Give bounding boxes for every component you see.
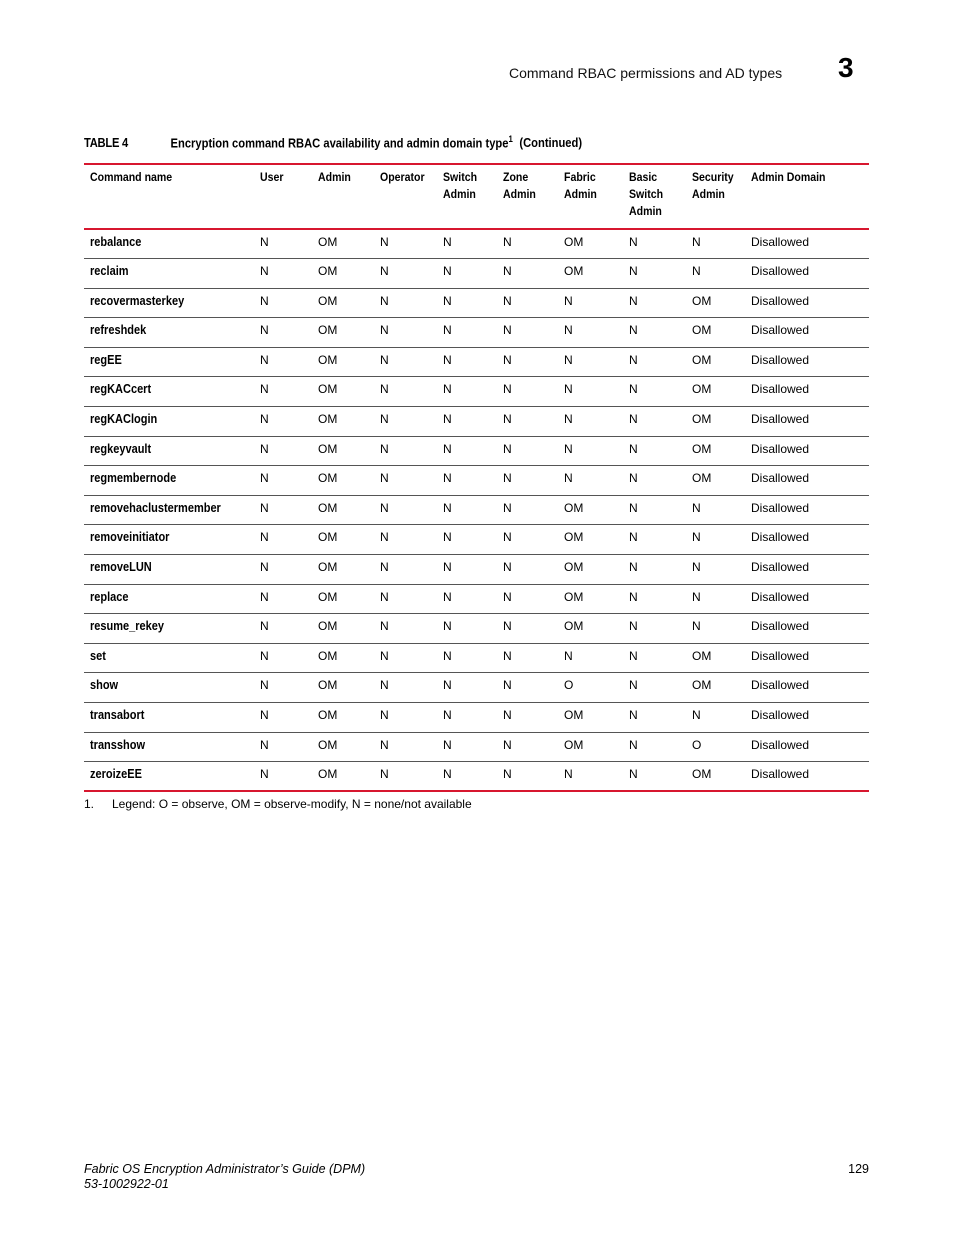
permission-cell: N xyxy=(260,441,269,456)
permission-cell: N xyxy=(380,293,389,308)
column-header-label: Switch xyxy=(629,187,664,201)
permission-cell: N xyxy=(380,382,389,397)
table-row xyxy=(84,614,869,644)
permission-cell: N xyxy=(503,678,512,693)
permission-cell: OM xyxy=(318,352,338,367)
permission-cell: N xyxy=(629,500,638,515)
permission-cell: N xyxy=(503,471,512,486)
permission-cell: N xyxy=(692,589,701,604)
command-name-cell xyxy=(84,318,254,348)
command-name: rebalance xyxy=(90,235,142,249)
permission-cell: OM xyxy=(318,619,338,634)
footer-doc-title: Fabric OS Encryption Administrator’s Guide (DPM) xyxy=(84,1162,366,1176)
permission-cell: N xyxy=(629,589,638,604)
permission-cell: O xyxy=(692,737,702,752)
permission-cell: N xyxy=(260,471,269,486)
permission-cell: N xyxy=(629,293,638,308)
permission-cell: OM xyxy=(318,737,338,752)
permission-cell: N xyxy=(629,352,638,367)
permission-cell: N xyxy=(260,648,269,663)
column-header-label: Admin Domain xyxy=(751,170,826,184)
permission-cell: N xyxy=(503,235,512,249)
permission-cell: N xyxy=(503,323,512,338)
column-header-label: Admin xyxy=(503,187,536,201)
permission-cell: N xyxy=(629,678,638,693)
permission-cell: OM xyxy=(692,767,712,782)
permission-cell: Disallowed xyxy=(751,352,810,367)
permission-cell: N xyxy=(443,264,452,279)
table-row xyxy=(84,762,869,792)
permission-cell: N xyxy=(260,382,269,397)
permission-cell: Disallowed xyxy=(751,382,810,397)
permission-cell: N xyxy=(503,708,512,722)
permission-cell: O xyxy=(564,678,574,693)
permission-cell: N xyxy=(443,678,452,693)
permission-cell: OM xyxy=(318,500,338,515)
permission-cell: N xyxy=(380,530,389,545)
permission-cell: N xyxy=(380,648,389,663)
permission-cell: N xyxy=(503,648,512,663)
command-name-cell xyxy=(84,407,254,437)
permission-cell: OM xyxy=(564,530,584,545)
permission-cell: Disallowed xyxy=(751,235,810,249)
table-row xyxy=(84,466,869,496)
table-row xyxy=(84,229,869,259)
table-row xyxy=(84,407,869,437)
command-name-cell xyxy=(84,732,254,762)
permission-cell: N xyxy=(260,619,269,634)
column-header-label: Switch xyxy=(443,170,478,184)
permission-cell: OM xyxy=(564,560,584,575)
permission-cell: OM xyxy=(692,412,712,427)
permission-cell: N xyxy=(692,530,701,545)
command-name-cell xyxy=(84,347,254,377)
permission-cell: N xyxy=(503,352,512,367)
permission-cell: N xyxy=(443,352,452,367)
permission-cell: OM xyxy=(318,412,338,427)
permission-cell: N xyxy=(260,264,269,279)
permission-cell: N xyxy=(503,619,512,634)
permission-cell: OM xyxy=(318,382,338,397)
command-name-cell xyxy=(84,377,254,407)
table-row xyxy=(84,288,869,318)
column-header xyxy=(745,164,869,229)
permission-cell: N xyxy=(260,560,269,575)
permission-cell: N xyxy=(380,471,389,486)
permission-cell: N xyxy=(503,530,512,545)
permission-cell: N xyxy=(503,500,512,515)
table-caption xyxy=(84,134,582,150)
command-name: set xyxy=(90,648,106,663)
permission-cell: Disallowed xyxy=(751,678,810,693)
command-name: regEE xyxy=(90,352,122,367)
command-name: zeroizeEE xyxy=(90,767,142,782)
permission-cell: N xyxy=(692,619,701,634)
permission-cell: N xyxy=(380,323,389,338)
column-header-label: Fabric xyxy=(564,170,596,184)
command-name-cell xyxy=(84,703,254,733)
table-row xyxy=(84,584,869,614)
command-name-cell xyxy=(84,229,254,259)
column-header-label: Admin xyxy=(692,187,725,201)
table-row xyxy=(84,259,869,289)
permission-cell: N xyxy=(503,737,512,752)
column-header-label: Basic xyxy=(629,170,658,184)
permission-cell: OM xyxy=(318,441,338,456)
permission-cell: N xyxy=(380,264,389,279)
permission-cell: OM xyxy=(564,264,584,279)
permission-cell: N xyxy=(629,264,638,279)
column-header xyxy=(254,164,312,229)
permission-cell: Disallowed xyxy=(751,589,810,604)
rbac-table xyxy=(84,163,869,792)
permission-cell: N xyxy=(564,441,573,456)
permission-cell: N xyxy=(629,530,638,545)
page-number: 129 xyxy=(848,1162,869,1176)
command-name: resume_rekey xyxy=(90,619,165,634)
permission-cell: N xyxy=(443,412,452,427)
permission-cell: N xyxy=(443,708,452,722)
permission-cell: Disallowed xyxy=(751,767,810,782)
permission-cell: Disallowed xyxy=(751,412,810,427)
permission-cell: OM xyxy=(692,678,712,693)
command-name: regkeyvault xyxy=(90,441,152,456)
permission-cell: OM xyxy=(318,530,338,545)
column-header xyxy=(437,164,497,229)
command-name: removeLUN xyxy=(90,560,152,575)
permission-cell: OM xyxy=(564,708,584,722)
permission-cell: OM xyxy=(318,767,338,782)
command-name-cell xyxy=(84,525,254,555)
permission-cell: N xyxy=(260,352,269,367)
permission-cell: Disallowed xyxy=(751,737,810,752)
table-row xyxy=(84,347,869,377)
permission-cell: Disallowed xyxy=(751,708,810,722)
permission-cell: N xyxy=(443,648,452,663)
table-row xyxy=(84,525,869,555)
permission-cell: OM xyxy=(692,648,712,663)
permission-cell: N xyxy=(443,235,452,249)
permission-cell: N xyxy=(629,412,638,427)
permission-cell: N xyxy=(629,560,638,575)
permission-cell: OM xyxy=(564,619,584,634)
permission-cell: OM xyxy=(318,678,338,693)
permission-cell: OM xyxy=(564,589,584,604)
column-header xyxy=(497,164,558,229)
permission-cell: N xyxy=(380,708,389,722)
column-header xyxy=(312,164,374,229)
table-row xyxy=(84,703,869,733)
column-header xyxy=(84,164,254,229)
permission-cell: Disallowed xyxy=(751,264,810,279)
command-name-cell xyxy=(84,643,254,673)
permission-cell: N xyxy=(503,264,512,279)
permission-cell: Disallowed xyxy=(751,619,810,634)
permission-cell: N xyxy=(629,471,638,486)
permission-cell: OM xyxy=(692,323,712,338)
permission-cell: N xyxy=(380,412,389,427)
command-name: transabort xyxy=(90,708,145,722)
table-row xyxy=(84,673,869,703)
permission-cell: N xyxy=(564,382,573,397)
permission-cell: OM xyxy=(318,589,338,604)
footer-doc-info xyxy=(84,1162,365,1192)
command-name-cell xyxy=(84,673,254,703)
column-header-label: Admin xyxy=(318,170,351,184)
permission-cell: N xyxy=(564,648,573,663)
permission-cell: N xyxy=(692,264,701,279)
permission-cell: N xyxy=(503,382,512,397)
permission-cell: N xyxy=(564,323,573,338)
permission-cell: OM xyxy=(692,471,712,486)
permission-cell: OM xyxy=(318,293,338,308)
permission-cell: N xyxy=(380,737,389,752)
column-header-label: Admin xyxy=(629,204,662,218)
column-header-label: Admin xyxy=(443,187,476,201)
permission-cell: N xyxy=(503,767,512,782)
permission-cell: N xyxy=(260,412,269,427)
footer-doc-number: 53-1002922-01 xyxy=(84,1177,169,1191)
permission-cell: N xyxy=(260,500,269,515)
column-header-label: Operator xyxy=(380,170,425,184)
command-name-cell xyxy=(84,259,254,289)
permission-cell: Disallowed xyxy=(751,530,810,545)
permission-cell: N xyxy=(629,737,638,752)
permission-cell: Disallowed xyxy=(751,471,810,486)
permission-cell: N xyxy=(629,708,638,722)
caption-footnote-ref: 1 xyxy=(508,134,513,144)
footnote-number: 1. xyxy=(84,797,95,811)
permission-cell: OM xyxy=(318,708,338,722)
permission-cell: N xyxy=(443,293,452,308)
command-name-cell xyxy=(84,614,254,644)
permission-cell: N xyxy=(380,352,389,367)
table-row xyxy=(84,495,869,525)
command-name: show xyxy=(90,678,119,693)
permission-cell: N xyxy=(443,382,452,397)
permission-cell: N xyxy=(380,560,389,575)
command-name-cell xyxy=(84,555,254,585)
permission-cell: N xyxy=(503,293,512,308)
caption-suffix: (Continued) xyxy=(519,135,583,151)
permission-cell: N xyxy=(692,235,701,249)
table-label: TABLE 4 xyxy=(84,135,128,151)
permission-cell: Disallowed xyxy=(751,648,810,663)
permission-cell: N xyxy=(629,619,638,634)
running-header-title: Command RBAC permissions and AD types xyxy=(509,65,783,81)
permission-cell: N xyxy=(692,560,701,575)
permission-cell: N xyxy=(443,530,452,545)
permission-cell: N xyxy=(692,708,701,722)
permission-cell: OM xyxy=(692,441,712,456)
permission-cell: Disallowed xyxy=(751,293,810,308)
column-header-label: Command name xyxy=(90,170,173,184)
command-name-cell xyxy=(84,288,254,318)
command-name: reclaim xyxy=(90,264,129,279)
column-header-label: User xyxy=(260,170,284,184)
permission-cell: N xyxy=(260,323,269,338)
permission-cell: N xyxy=(629,235,638,249)
permission-cell: Disallowed xyxy=(751,560,810,575)
command-name: transshow xyxy=(90,737,146,752)
permission-cell: OM xyxy=(692,382,712,397)
permission-cell: N xyxy=(443,441,452,456)
permission-cell: N xyxy=(443,737,452,752)
permission-cell: N xyxy=(260,767,269,782)
permission-cell: N xyxy=(503,412,512,427)
command-name-cell xyxy=(84,584,254,614)
permission-cell: N xyxy=(380,589,389,604)
permission-cell: N xyxy=(260,678,269,693)
permission-cell: OM xyxy=(318,471,338,486)
permission-cell: Disallowed xyxy=(751,441,810,456)
command-name: removehaclustermember xyxy=(90,500,221,515)
permission-cell: N xyxy=(380,441,389,456)
command-name: regKACcert xyxy=(90,382,152,397)
permission-cell: N xyxy=(260,293,269,308)
permission-cell: N xyxy=(260,737,269,752)
column-header-label: Admin xyxy=(564,187,597,201)
column-header xyxy=(623,164,686,229)
permission-cell: N xyxy=(260,530,269,545)
permission-cell: N xyxy=(443,471,452,486)
command-name-cell xyxy=(84,762,254,792)
permission-cell: OM xyxy=(564,500,584,515)
permission-cell: N xyxy=(564,293,573,308)
permission-cell: N xyxy=(443,589,452,604)
permission-cell: N xyxy=(692,500,701,515)
command-name-cell xyxy=(84,495,254,525)
command-name: regKAClogin xyxy=(90,412,158,427)
table-row xyxy=(84,377,869,407)
permission-cell: N xyxy=(629,767,638,782)
table-caption-text: Encryption command RBAC availability and admin domain type xyxy=(170,135,509,151)
permission-cell: Disallowed xyxy=(751,500,810,515)
permission-cell: N xyxy=(443,500,452,515)
permission-cell: N xyxy=(260,708,269,722)
table-row xyxy=(84,555,869,585)
permission-cell: N xyxy=(443,560,452,575)
permission-cell: N xyxy=(260,235,269,249)
permission-cell: N xyxy=(503,441,512,456)
permission-cell: N xyxy=(503,589,512,604)
table-row xyxy=(84,643,869,673)
permission-cell: N xyxy=(564,352,573,367)
footnote-text: Legend: O = observe, OM = observe-modify, N = none/not available xyxy=(112,797,472,811)
permission-cell: N xyxy=(629,382,638,397)
command-name: refreshdek xyxy=(90,323,147,338)
column-header-label: Security xyxy=(692,170,734,184)
command-name-cell xyxy=(84,466,254,496)
permission-cell: N xyxy=(380,500,389,515)
permission-cell: N xyxy=(564,471,573,486)
permission-cell: OM xyxy=(318,648,338,663)
permission-cell: N xyxy=(443,323,452,338)
column-header xyxy=(374,164,437,229)
permission-cell: OM xyxy=(318,235,338,249)
permission-cell: N xyxy=(629,323,638,338)
permission-cell: N xyxy=(380,678,389,693)
permission-cell: OM xyxy=(564,235,584,249)
permission-cell: N xyxy=(443,767,452,782)
permission-cell: Disallowed xyxy=(751,323,810,338)
command-name: recovermasterkey xyxy=(90,293,185,308)
permission-cell: OM xyxy=(318,264,338,279)
column-header-label: Zone xyxy=(503,170,529,184)
permission-cell: N xyxy=(443,619,452,634)
permission-cell: OM xyxy=(318,560,338,575)
footnote xyxy=(84,797,472,811)
permission-cell: N xyxy=(260,589,269,604)
permission-cell: N xyxy=(629,648,638,663)
table-row xyxy=(84,732,869,762)
permission-cell: N xyxy=(380,767,389,782)
chapter-number: 3 xyxy=(838,52,854,83)
permission-cell: N xyxy=(564,412,573,427)
column-header xyxy=(686,164,745,229)
permission-cell: N xyxy=(564,767,573,782)
permission-cell: N xyxy=(503,560,512,575)
permission-cell: N xyxy=(380,619,389,634)
command-name: removeinitiator xyxy=(90,530,170,545)
permission-cell: OM xyxy=(692,293,712,308)
command-name: regmembernode xyxy=(90,471,177,486)
column-header xyxy=(558,164,623,229)
table-row xyxy=(84,436,869,466)
permission-cell: N xyxy=(629,441,638,456)
permission-cell: OM xyxy=(692,352,712,367)
command-name-cell xyxy=(84,436,254,466)
permission-cell: OM xyxy=(564,737,584,752)
table-row xyxy=(84,318,869,348)
command-name: replace xyxy=(90,589,129,604)
permission-cell: N xyxy=(380,235,389,249)
permission-cell: OM xyxy=(318,323,338,338)
table-header-row xyxy=(84,164,869,229)
